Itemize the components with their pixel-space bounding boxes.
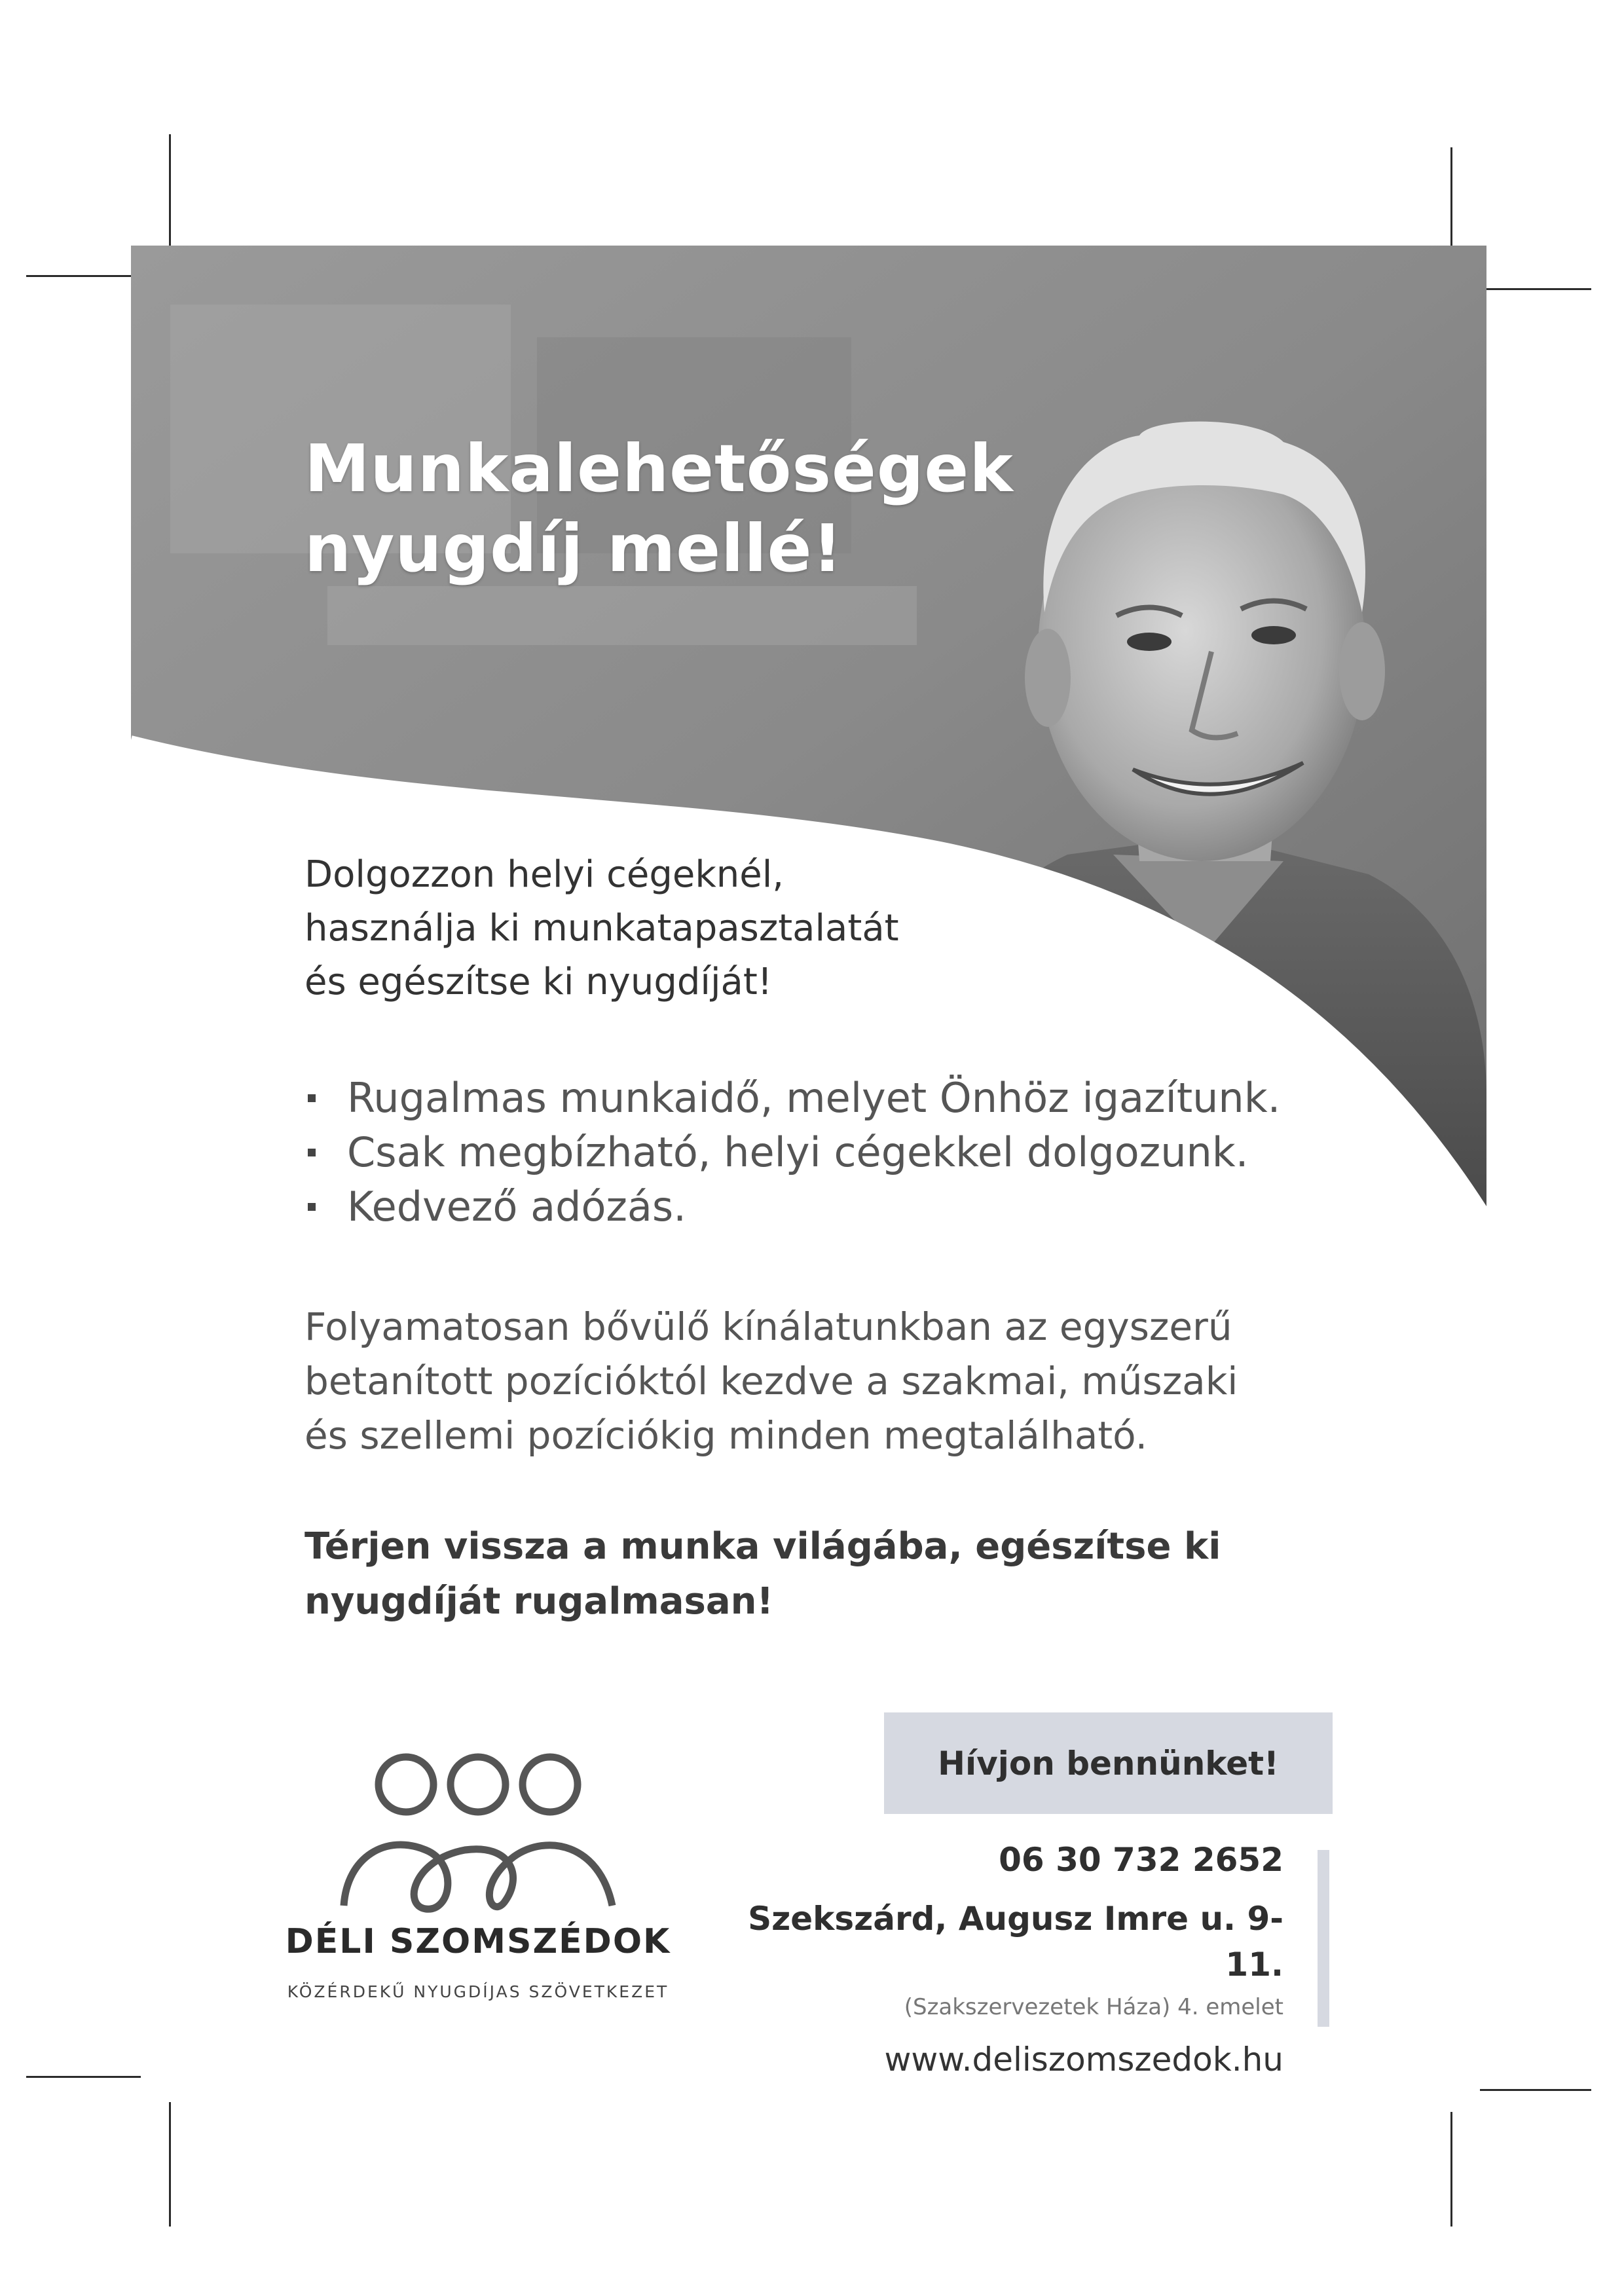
crop-mark-top-left-horizontal	[26, 275, 141, 277]
crop-mark-top-right-vertical	[1450, 147, 1452, 262]
address: Szekszárd, Augusz Imre u. 9-11.	[748, 1900, 1283, 1984]
list-item	[308, 1125, 1280, 1179]
intro-line-1: Dolgozzon helyi cégeknél,	[304, 853, 784, 896]
hero-photo-illustration	[131, 246, 1486, 1215]
crop-mark-bottom-left-vertical	[169, 2102, 171, 2227]
phone-number[interactable]: 06 30 732 2652	[999, 1841, 1283, 1879]
description-line-1: Folyamatosan bővülő kínálatunkban az egyszerű	[304, 1304, 1232, 1349]
closing-line-1: Térjen vissza a munka világába, egészítse ki	[304, 1525, 1221, 1568]
list-item	[308, 1179, 1280, 1234]
intro-text	[304, 848, 899, 1009]
crop-mark-bottom-right-horizontal	[1480, 2089, 1591, 2091]
description-line-3: és szellemi pozíciókig minden megtalálható.	[304, 1413, 1148, 1458]
intro-line-2: használja ki munkatapasztalatát	[304, 907, 899, 950]
closing-line-2: nyugdíját rugalmasan!	[304, 1580, 774, 1623]
logo-people-icon	[249, 1745, 707, 1922]
headline-line-1: Munkalehetőségek	[304, 430, 1014, 507]
benefit-text: Rugalmas munkaidő, melyet Önhöz igazítunk.	[347, 1074, 1281, 1122]
headline	[304, 429, 1014, 589]
logo	[249, 1745, 720, 2007]
square-bullet-icon	[308, 1094, 316, 1102]
logo-subtitle: KÖZÉRDEKŰ NYUGDÍJAS SZÖVETKEZET	[287, 1982, 669, 2001]
address-note: (Szakszervezetek Háza) 4. emelet	[904, 1994, 1283, 2020]
list-item	[308, 1071, 1280, 1125]
description-line-2: betanított pozícióktól kezdve a szakmai, műszaki	[304, 1359, 1238, 1403]
crop-mark-bottom-left-horizontal	[26, 2076, 141, 2078]
contact-info	[720, 1837, 1283, 2082]
crop-mark-top-left-vertical	[169, 134, 171, 259]
square-bullet-icon	[308, 1149, 316, 1156]
benefit-text: Kedvező adózás.	[347, 1183, 686, 1230]
hero-image	[131, 246, 1486, 1215]
website-link[interactable]: www.deliszomszedok.hu	[884, 2041, 1283, 2079]
logo-name: DÉLI SZOMSZÉDOK	[285, 1922, 671, 1961]
square-bullet-icon	[308, 1203, 316, 1211]
closing-statement	[304, 1519, 1221, 1629]
benefit-text: Csak megbízható, helyi cégekkel dolgozunk.	[347, 1128, 1249, 1176]
description-paragraph	[304, 1300, 1238, 1463]
crop-mark-top-right-horizontal	[1480, 288, 1591, 290]
contact-accent-bar	[1318, 1850, 1329, 2027]
crop-mark-bottom-right-vertical	[1450, 2112, 1452, 2227]
intro-line-3: és egészítse ki nyugdíját!	[304, 961, 773, 1003]
benefits-list	[308, 1071, 1280, 1234]
headline-line-2: nyugdíj mellé!	[304, 510, 843, 587]
call-us-banner: Hívjon bennünket!	[884, 1712, 1333, 1814]
